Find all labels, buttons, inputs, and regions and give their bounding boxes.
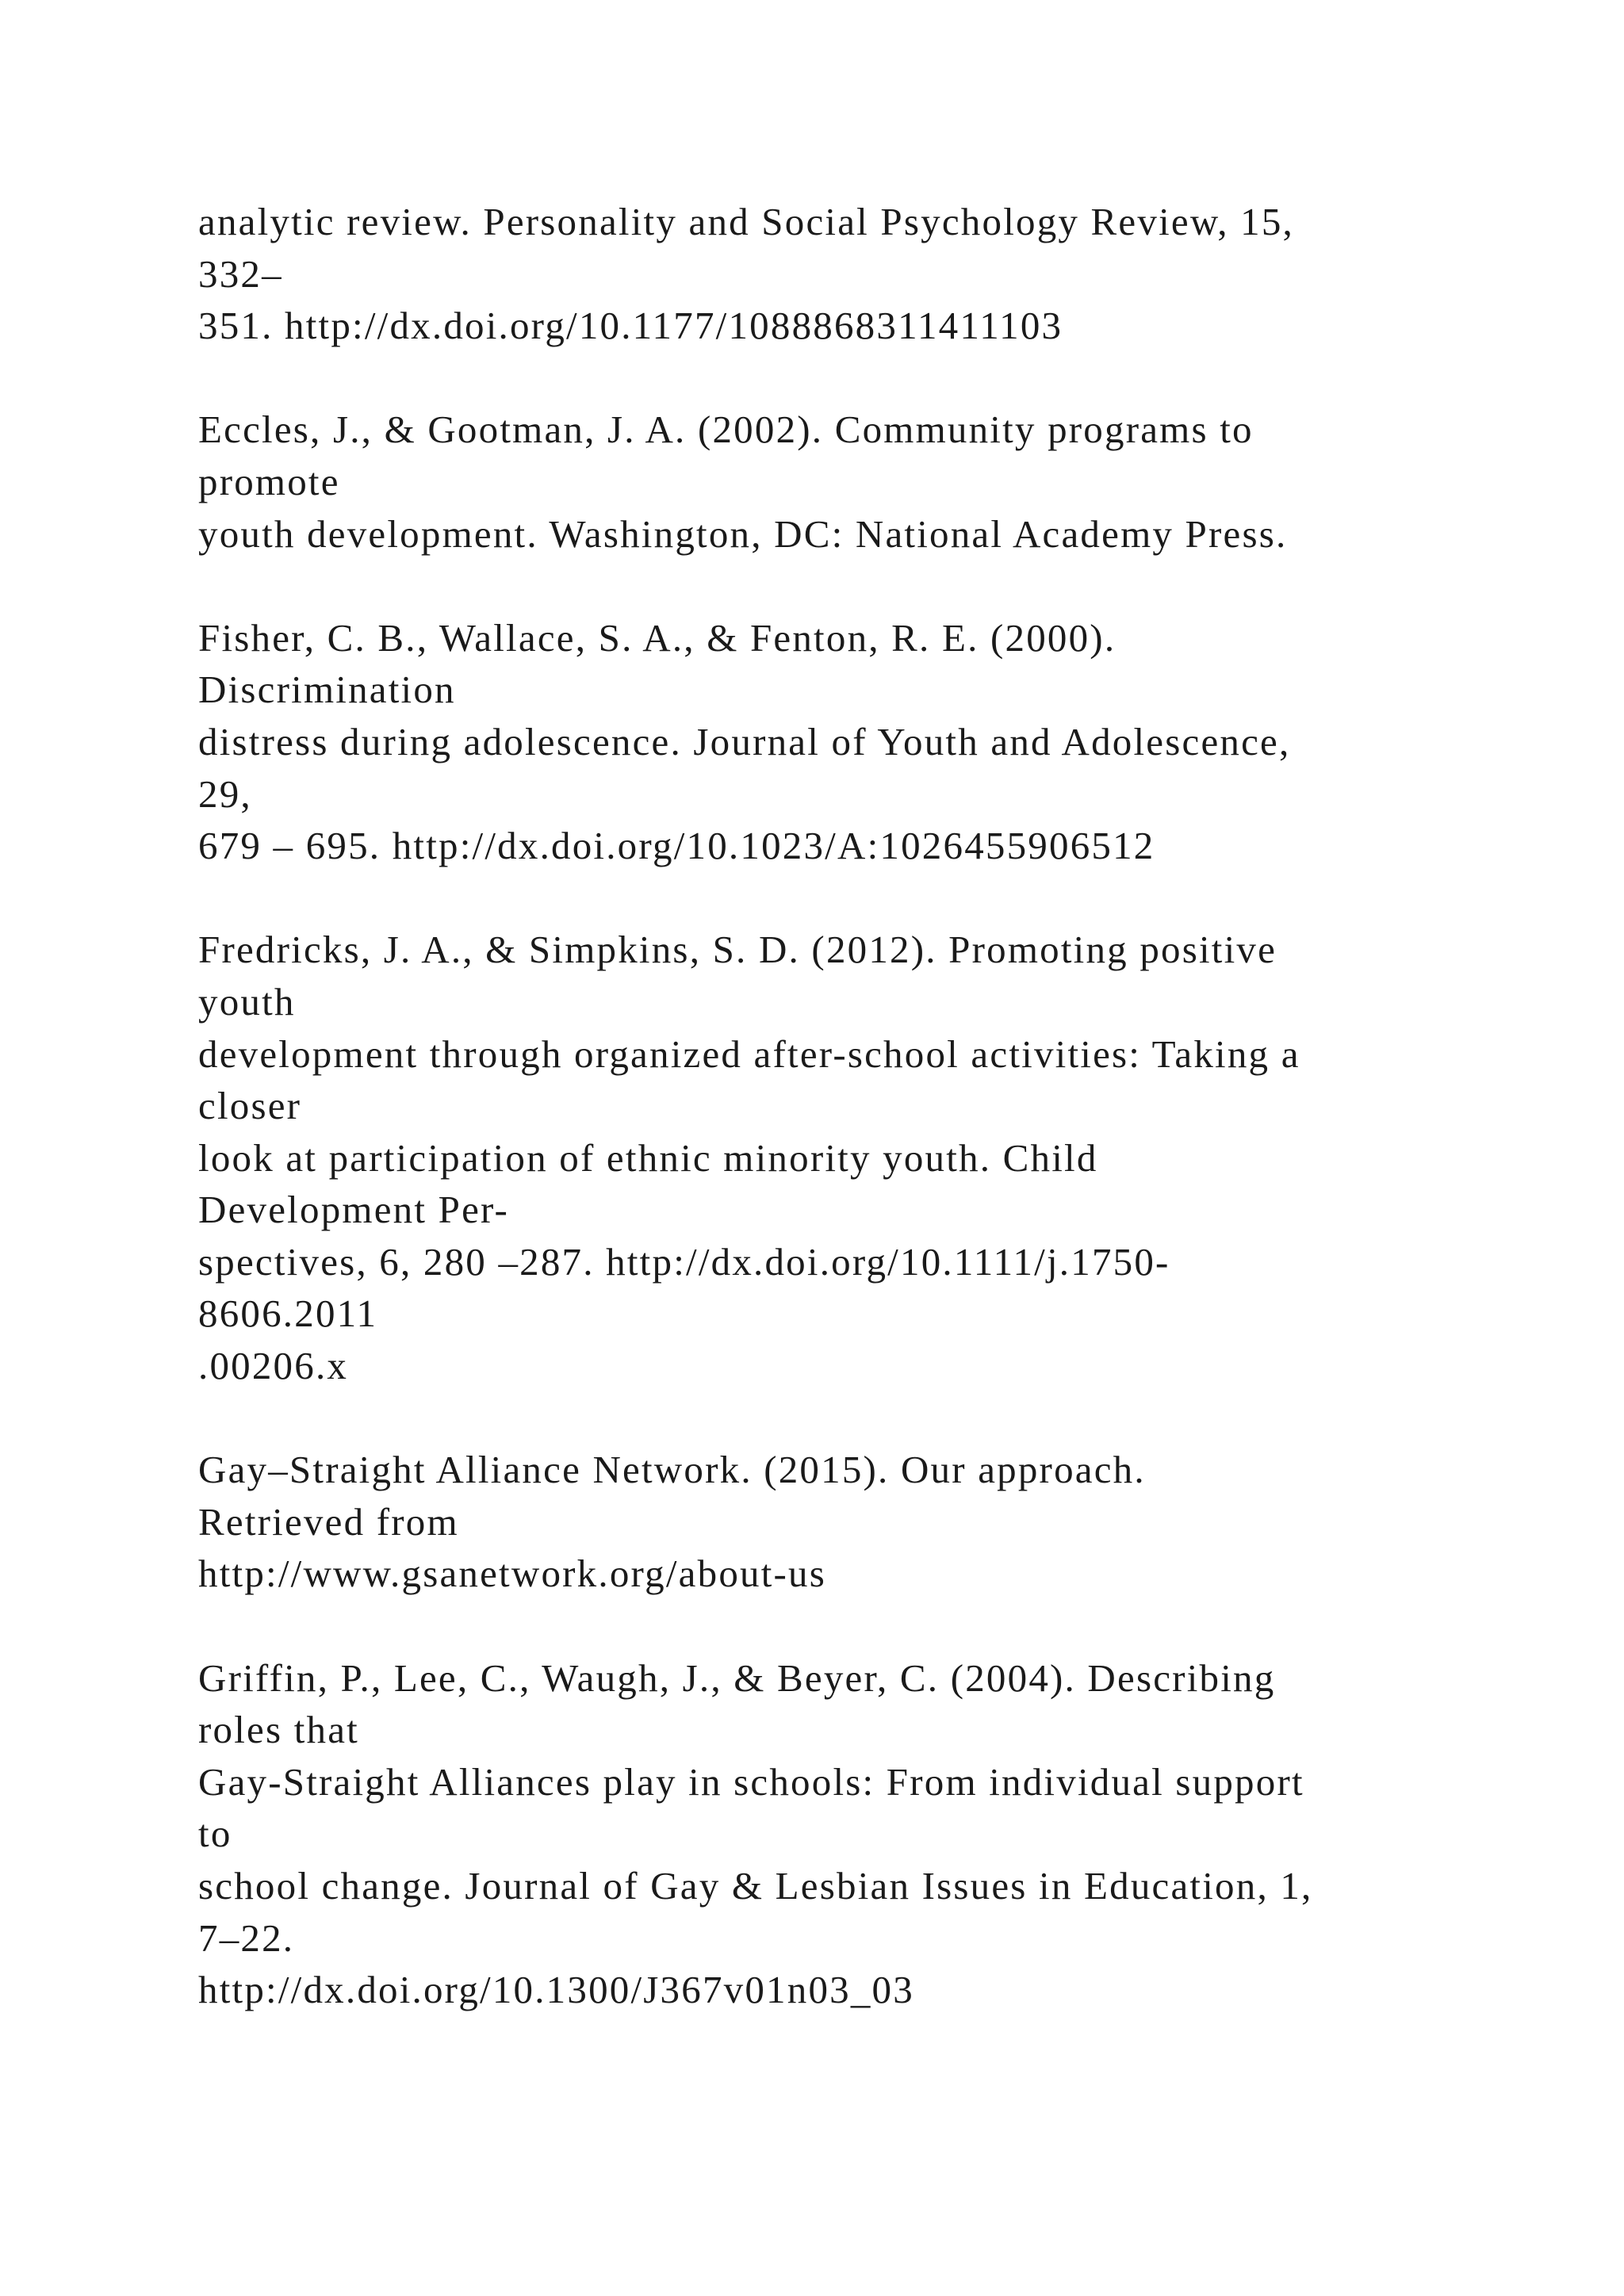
- reference-line: school change. Journal of Gay & Lesbian Issues in Education, 1,: [198, 1864, 1313, 1908]
- reference-line: Retrieved from: [198, 1499, 459, 1544]
- reference-line: 351. http://dx.doi.org/10.1177/1088868311411103: [198, 304, 1063, 348]
- reference-line: analytic review. Personality and Social Psychology Review, 15,: [198, 200, 1294, 243]
- reference-line: Gay-Straight Alliances play in schools: From individual support: [198, 1759, 1304, 1804]
- reference-line: http://dx.doi.org/10.1300/J367v01n03_03: [198, 1968, 914, 2012]
- reference-line: youth development. Washington, DC: National Academy Press.: [198, 511, 1288, 556]
- reference-line: Fredricks, J. A., & Simpkins, S. D. (2012). Promoting positive: [198, 928, 1277, 972]
- reference-line: 7–22.: [198, 1915, 295, 1960]
- reference-line: Griffin, P., Lee, C., Waugh, J., & Beyer, C. (2004). Describing: [198, 1655, 1276, 1700]
- reference-entry-4: [198, 924, 1546, 1391]
- reference-entry-3: [198, 612, 1546, 872]
- reference-line: 332–: [198, 251, 283, 296]
- reference-line: promote: [198, 459, 340, 503]
- reference-line: Fisher, C. B., Wallace, S. A., & Fenton, R. E. (2000).: [198, 615, 1116, 660]
- reference-line: 679 – 695. http://dx.doi.org/10.1023/A:1026455906512: [198, 824, 1155, 868]
- reference-entry-2: [198, 404, 1546, 560]
- reference-line: http://www.gsanetwork.org/about-us: [198, 1552, 827, 1596]
- reference-entry-5: [198, 1444, 1546, 1600]
- reference-line: Gay–Straight Alliance Network. (2015). Our approach.: [198, 1448, 1146, 1492]
- reference-line: .00206.x: [198, 1344, 349, 1388]
- reference-entry-6: [198, 1652, 1546, 2016]
- reference-line: development through organized after-school activities: Taking a: [198, 1031, 1300, 1076]
- reference-line: Eccles, J., & Gootman, J. A. (2002). Community programs to: [198, 408, 1254, 452]
- reference-line: to: [198, 1812, 232, 1856]
- reference-line: Development Per-: [198, 1188, 510, 1232]
- reference-line: 29,: [198, 771, 252, 816]
- reference-line: youth: [198, 979, 296, 1024]
- reference-line: closer: [198, 1084, 302, 1128]
- reference-entry-1: [198, 196, 1546, 352]
- reference-line: roles that: [198, 1708, 359, 1752]
- reference-line: Discrimination: [198, 668, 456, 712]
- reference-list: [198, 196, 1546, 2068]
- reference-line: look at participation of ethnic minority youth. Child: [198, 1135, 1098, 1180]
- reference-line: distress during adolescence. Journal of Youth and Adolescence,: [198, 719, 1291, 763]
- reference-line: spectives, 6, 280 –287. http://dx.doi.org/10.1111/j.1750-: [198, 1239, 1170, 1284]
- reference-line: 8606.2011: [198, 1292, 378, 1336]
